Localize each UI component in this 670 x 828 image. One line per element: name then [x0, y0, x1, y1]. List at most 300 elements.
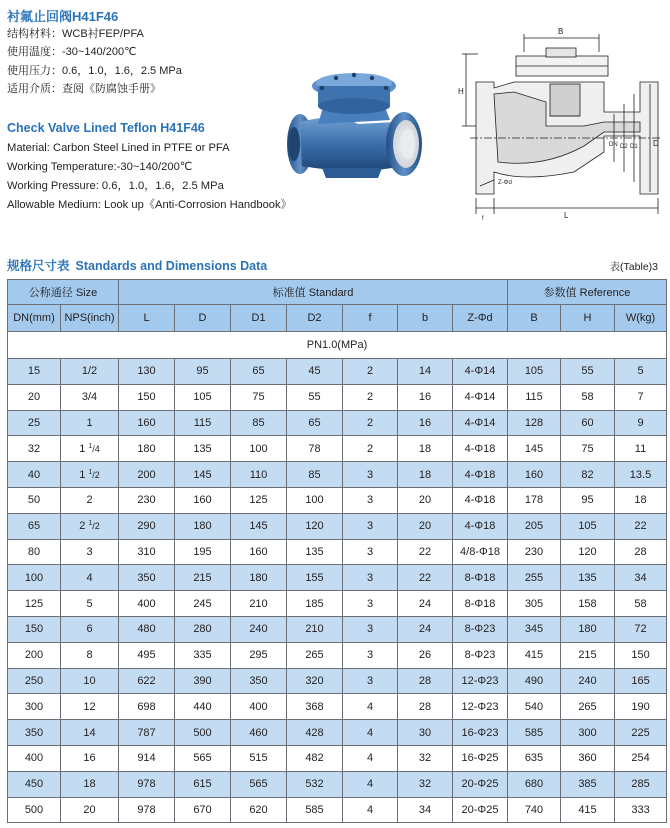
cell-nps	[61, 487, 119, 513]
cell-d2: 78	[287, 436, 343, 462]
cell-weight: 254	[615, 745, 667, 771]
cell-b-width: 105	[508, 359, 561, 385]
cell-dn: 200	[8, 642, 61, 668]
cell-nps	[61, 410, 119, 436]
table-row	[8, 359, 667, 385]
cell-l: 622	[119, 668, 175, 694]
cell-bolt-holes: 4-Φ14	[453, 410, 508, 436]
cell-d2: 482	[287, 745, 343, 771]
cell-f: 2	[343, 384, 398, 410]
cell-l: 914	[119, 745, 175, 771]
column-header-l: L	[119, 305, 175, 332]
column-header-bolt-holes: Z-Φd	[453, 305, 508, 332]
cell-l: 978	[119, 771, 175, 797]
cell-h: 385	[561, 771, 615, 797]
cell-nps-whole: 18	[83, 778, 96, 791]
cell-dn: 25	[8, 410, 61, 436]
cell-f: 4	[343, 694, 398, 720]
cell-d2: 532	[287, 771, 343, 797]
cell-h: 180	[561, 616, 615, 642]
cell-d1: 400	[231, 694, 287, 720]
cell-d2: 135	[287, 539, 343, 565]
cell-d2: 85	[287, 462, 343, 488]
column-header-dn: DN(mm)	[8, 305, 61, 332]
cell-d: 500	[175, 720, 231, 746]
cell-nps	[61, 462, 119, 488]
cell-d: 145	[175, 462, 231, 488]
cell-f: 4	[343, 771, 398, 797]
cell-d: 135	[175, 436, 231, 462]
cell-dn: 300	[8, 694, 61, 720]
cell-nps	[61, 591, 119, 617]
cell-l: 310	[119, 539, 175, 565]
cell-d: 280	[175, 616, 231, 642]
table-row	[8, 694, 667, 720]
spec-en-pressure: Working Pressure: 0.6，1.0，1.6，2.5 MPa	[7, 180, 224, 192]
cell-nps	[61, 642, 119, 668]
dim-label-d: D	[653, 139, 659, 148]
group-header-standard: 标准值 Standard	[119, 280, 508, 305]
cell-d1: 620	[231, 797, 287, 823]
cell-d: 215	[175, 565, 231, 591]
cell-l: 230	[119, 487, 175, 513]
cell-bolt-holes: 8-Φ18	[453, 591, 508, 617]
cell-weight: 72	[615, 616, 667, 642]
cell-weight: 22	[615, 513, 667, 539]
cell-f: 3	[343, 616, 398, 642]
table-row	[8, 668, 667, 694]
cell-b-width: 205	[508, 513, 561, 539]
table-number: 表(Table)3	[609, 261, 658, 273]
cell-f: 3	[343, 591, 398, 617]
table-row	[8, 410, 667, 436]
cell-dn: 80	[8, 539, 61, 565]
cell-f: 3	[343, 668, 398, 694]
cell-b-width: 740	[508, 797, 561, 823]
cell-nps	[61, 565, 119, 591]
cell-nps	[61, 384, 119, 410]
cell-b-thickness: 26	[398, 642, 453, 668]
table-row	[8, 720, 667, 746]
dim-label-d1: D1	[630, 144, 638, 150]
cell-bolt-holes: 12-Φ23	[453, 694, 508, 720]
table-row	[8, 462, 667, 488]
cell-nps	[61, 771, 119, 797]
cell-nps-whole: 2	[86, 494, 93, 507]
cell-h: 82	[561, 462, 615, 488]
cell-h: 95	[561, 487, 615, 513]
cell-h: 300	[561, 720, 615, 746]
table-row	[8, 513, 667, 539]
cell-dn: 400	[8, 745, 61, 771]
cell-bolt-holes: 4-Φ14	[453, 359, 508, 385]
cell-l: 480	[119, 616, 175, 642]
cell-l: 698	[119, 694, 175, 720]
cell-nps-whole: 8	[86, 649, 93, 662]
cell-dn: 350	[8, 720, 61, 746]
cell-nps-fraction-numerator: 1	[88, 520, 93, 528]
dim-label-f: f	[482, 216, 484, 222]
group-header-reference: 参数值 Reference	[508, 280, 667, 305]
cell-b-thickness: 28	[398, 694, 453, 720]
cell-bolt-holes: 12-Φ23	[453, 668, 508, 694]
cell-weight: 333	[615, 797, 667, 823]
dim-label-d2: D2	[620, 144, 628, 150]
cell-bolt-holes: 8-Φ23	[453, 616, 508, 642]
column-header-d2: D2	[287, 305, 343, 332]
cell-b-thickness: 20	[398, 513, 453, 539]
cell-nps-whole: 3	[86, 545, 93, 558]
cell-f: 3	[343, 565, 398, 591]
cell-d: 670	[175, 797, 231, 823]
cell-d: 160	[175, 487, 231, 513]
cell-b-width: 635	[508, 745, 561, 771]
cell-h: 60	[561, 410, 615, 436]
group-header-size: 公称通径 Size	[8, 280, 119, 305]
cell-h: 120	[561, 539, 615, 565]
cell-dn: 450	[8, 771, 61, 797]
cell-d1: 460	[231, 720, 287, 746]
cell-d2: 45	[287, 359, 343, 385]
cell-f: 4	[343, 797, 398, 823]
cell-weight: 285	[615, 771, 667, 797]
cell-b-width: 128	[508, 410, 561, 436]
cell-d1: 125	[231, 487, 287, 513]
cell-bolt-holes: 4-Φ14	[453, 384, 508, 410]
cell-d2: 65	[287, 410, 343, 436]
cell-weight: 5	[615, 359, 667, 385]
column-header-f: f	[343, 305, 398, 332]
cell-h: 158	[561, 591, 615, 617]
cell-weight: 7	[615, 384, 667, 410]
cell-dn: 50	[8, 487, 61, 513]
cell-h: 135	[561, 565, 615, 591]
title-en: Check Valve Lined Teflon H41F46	[7, 121, 205, 135]
table-row	[8, 487, 667, 513]
cell-f: 3	[343, 513, 398, 539]
spec-cn-pressure: 使用压力：0.6，1.0，1.6，2.5 MPa	[7, 65, 182, 77]
cell-nps-whole: 1/2	[81, 365, 98, 378]
cell-nps-whole: 1	[86, 416, 93, 429]
cell-l: 130	[119, 359, 175, 385]
cell-nps-whole: 4	[86, 571, 93, 584]
dim-label-zd: Z-Φd	[498, 180, 512, 186]
cell-nps	[61, 359, 119, 385]
cell-h: 415	[561, 797, 615, 823]
cell-l: 400	[119, 591, 175, 617]
cell-weight: 13.5	[615, 462, 667, 488]
table-row	[8, 616, 667, 642]
cell-nps-fraction-numerator: 1	[88, 468, 93, 476]
cell-h: 360	[561, 745, 615, 771]
cell-f: 3	[343, 462, 398, 488]
cell-weight: 150	[615, 642, 667, 668]
cell-d2: 585	[287, 797, 343, 823]
cell-bolt-holes: 16-Φ25	[453, 745, 508, 771]
cell-d: 180	[175, 513, 231, 539]
cell-l: 290	[119, 513, 175, 539]
cell-b-thickness: 18	[398, 462, 453, 488]
cell-b-width: 305	[508, 591, 561, 617]
cell-nps-whole: 3/4	[81, 391, 98, 404]
cell-f: 2	[343, 359, 398, 385]
cell-nps-whole: 2	[79, 520, 86, 533]
cell-b-thickness: 24	[398, 616, 453, 642]
table-row	[8, 565, 667, 591]
spec-cn-material: 结构材料：WCB衬FEP/PFA	[7, 28, 144, 40]
cell-l: 200	[119, 462, 175, 488]
cell-l: 350	[119, 565, 175, 591]
table-row	[8, 642, 667, 668]
cell-l: 180	[119, 436, 175, 462]
cell-dn: 20	[8, 384, 61, 410]
cell-nps-whole: 1	[79, 442, 86, 455]
cell-h: 265	[561, 694, 615, 720]
cell-l: 787	[119, 720, 175, 746]
cell-b-thickness: 32	[398, 745, 453, 771]
valve-cross-section-drawing	[454, 22, 664, 222]
cell-b-width: 680	[508, 771, 561, 797]
cell-f: 2	[343, 410, 398, 436]
cell-weight: 58	[615, 591, 667, 617]
cell-b-thickness: 14	[398, 359, 453, 385]
cell-h: 215	[561, 642, 615, 668]
cell-nps	[61, 797, 119, 823]
title-cn: 衬氟止回阀H41F46	[7, 9, 119, 24]
table-row	[8, 771, 667, 797]
cell-d2: 320	[287, 668, 343, 694]
cell-d1: 100	[231, 436, 287, 462]
section-title-en: Standards and Dimensions Data	[75, 259, 268, 273]
cell-dn: 125	[8, 591, 61, 617]
cell-nps-fraction-numerator: 1	[88, 442, 93, 450]
cell-b-width: 345	[508, 616, 561, 642]
cell-b-width: 540	[508, 694, 561, 720]
cell-bolt-holes: 20-Φ25	[453, 771, 508, 797]
cell-nps-fraction-denominator: /2	[92, 521, 100, 532]
cell-nps-fraction-denominator: /2	[92, 469, 100, 480]
cell-f: 2	[343, 436, 398, 462]
column-header-nps: NPS(inch)	[61, 305, 119, 332]
cell-f: 3	[343, 539, 398, 565]
column-header-weight: W(kg)	[615, 305, 667, 332]
cell-weight: 28	[615, 539, 667, 565]
cell-f: 3	[343, 642, 398, 668]
spec-cn-temperature: 使用温度：-30~140/200℃	[7, 46, 137, 58]
column-header-h: H	[561, 305, 615, 332]
cell-bolt-holes: 8-Φ23	[453, 642, 508, 668]
cell-dn: 65	[8, 513, 61, 539]
cell-b-thickness: 24	[398, 591, 453, 617]
cell-dn: 100	[8, 565, 61, 591]
cell-h: 240	[561, 668, 615, 694]
spec-en-medium: Allowable Medium: Look up《Anti-Corrosion Handbook》	[7, 199, 292, 211]
cell-d2: 120	[287, 513, 343, 539]
cell-bolt-holes: 4-Φ18	[453, 462, 508, 488]
cell-d: 565	[175, 745, 231, 771]
cell-b-thickness: 22	[398, 565, 453, 591]
cell-nps	[61, 513, 119, 539]
cell-dn: 40	[8, 462, 61, 488]
cell-bolt-holes: 16-Φ23	[453, 720, 508, 746]
cell-b-width: 415	[508, 642, 561, 668]
cell-b-thickness: 28	[398, 668, 453, 694]
cell-weight: 11	[615, 436, 667, 462]
cell-nps	[61, 745, 119, 771]
cell-b-width: 490	[508, 668, 561, 694]
cell-bolt-holes: 4-Φ18	[453, 513, 508, 539]
cell-b-thickness: 34	[398, 797, 453, 823]
cell-h: 58	[561, 384, 615, 410]
cell-d2: 100	[287, 487, 343, 513]
cell-d: 390	[175, 668, 231, 694]
dim-label-l: L	[564, 211, 569, 220]
spec-cn-medium: 适用介质：查阅《防腐蚀手册》	[7, 83, 161, 95]
cell-nps	[61, 668, 119, 694]
cell-d2: 155	[287, 565, 343, 591]
cell-d: 335	[175, 642, 231, 668]
table-row	[8, 591, 667, 617]
cell-d1: 295	[231, 642, 287, 668]
cell-bolt-holes: 4/8-Φ18	[453, 539, 508, 565]
column-header-d1: D1	[231, 305, 287, 332]
cell-weight: 18	[615, 487, 667, 513]
cell-b-thickness: 20	[398, 487, 453, 513]
cell-nps-fraction-denominator: /4	[92, 443, 100, 454]
cell-d2: 428	[287, 720, 343, 746]
cell-weight: 165	[615, 668, 667, 694]
cell-dn: 150	[8, 616, 61, 642]
cell-l: 495	[119, 642, 175, 668]
cell-d: 440	[175, 694, 231, 720]
cell-nps-whole: 20	[83, 803, 96, 816]
cell-d1: 210	[231, 591, 287, 617]
cell-d: 615	[175, 771, 231, 797]
cell-nps	[61, 436, 119, 462]
cell-d1: 515	[231, 745, 287, 771]
column-header-b-thickness: b	[398, 305, 453, 332]
cell-nps-whole: 10	[83, 674, 96, 687]
cell-f: 4	[343, 745, 398, 771]
cell-bolt-holes: 4-Φ18	[453, 436, 508, 462]
cell-weight: 9	[615, 410, 667, 436]
cell-b-thickness: 22	[398, 539, 453, 565]
cell-b-width: 145	[508, 436, 561, 462]
cell-d2: 265	[287, 642, 343, 668]
cell-nps-whole: 16	[83, 752, 96, 765]
cell-d1: 565	[231, 771, 287, 797]
cell-nps	[61, 694, 119, 720]
cell-b-width: 585	[508, 720, 561, 746]
cell-d1: 350	[231, 668, 287, 694]
cell-d: 115	[175, 410, 231, 436]
cell-d2: 55	[287, 384, 343, 410]
cell-weight: 34	[615, 565, 667, 591]
cell-b-thickness: 18	[398, 436, 453, 462]
column-header-d: D	[175, 305, 231, 332]
cell-b-thickness: 16	[398, 410, 453, 436]
cell-d1: 85	[231, 410, 287, 436]
cell-bolt-holes: 8-Φ18	[453, 565, 508, 591]
table-row	[8, 384, 667, 410]
spec-en-temperature: Working Temperature:-30~140/200℃	[7, 161, 193, 173]
cell-b-thickness: 30	[398, 720, 453, 746]
column-header-b-width: B	[508, 305, 561, 332]
cell-d1: 65	[231, 359, 287, 385]
cell-dn: 250	[8, 668, 61, 694]
cell-nps-whole: 6	[86, 623, 93, 636]
cell-d: 195	[175, 539, 231, 565]
cell-dn: 32	[8, 436, 61, 462]
cell-l: 160	[119, 410, 175, 436]
cell-d1: 180	[231, 565, 287, 591]
dim-label-dn: DN	[609, 142, 618, 148]
valve-photo	[278, 62, 428, 190]
cell-nps	[61, 616, 119, 642]
dim-label-h: H	[458, 87, 464, 96]
cell-weight: 225	[615, 720, 667, 746]
dim-label-b: B	[558, 27, 564, 36]
section-title	[7, 256, 273, 274]
cell-b-width: 160	[508, 462, 561, 488]
cell-d1: 240	[231, 616, 287, 642]
cell-b-thickness: 16	[398, 384, 453, 410]
cell-d: 105	[175, 384, 231, 410]
cell-d: 95	[175, 359, 231, 385]
cell-d2: 210	[287, 616, 343, 642]
table-row	[8, 539, 667, 565]
cell-l: 978	[119, 797, 175, 823]
cell-bolt-holes: 20-Φ25	[453, 797, 508, 823]
cell-b-thickness: 32	[398, 771, 453, 797]
cell-h: 75	[561, 436, 615, 462]
table-row	[8, 436, 667, 462]
pressure-row: PN1.0(MPa)	[8, 332, 667, 359]
cell-d2: 185	[287, 591, 343, 617]
cell-d1: 75	[231, 384, 287, 410]
cell-nps	[61, 539, 119, 565]
cell-l: 150	[119, 384, 175, 410]
cell-nps-whole: 5	[86, 597, 93, 610]
cell-bolt-holes: 4-Φ18	[453, 487, 508, 513]
cell-b-width: 230	[508, 539, 561, 565]
cell-d1: 110	[231, 462, 287, 488]
cell-dn: 500	[8, 797, 61, 823]
cell-nps-whole: 12	[83, 700, 96, 713]
cell-h: 105	[561, 513, 615, 539]
dimensions-table	[7, 279, 667, 823]
cell-d1: 145	[231, 513, 287, 539]
cell-nps	[61, 720, 119, 746]
section-title-cn: 规格尺寸表	[7, 259, 70, 273]
cell-f: 3	[343, 487, 398, 513]
cell-d2: 368	[287, 694, 343, 720]
cell-nps-whole: 14	[83, 726, 96, 739]
cell-dn: 15	[8, 359, 61, 385]
cell-b-width: 255	[508, 565, 561, 591]
cell-f: 4	[343, 720, 398, 746]
spec-en-material: Material: Carbon Steel Lined in PTFE or PFA	[7, 142, 230, 154]
cell-h: 55	[561, 359, 615, 385]
cell-weight: 190	[615, 694, 667, 720]
table-row	[8, 745, 667, 771]
cell-nps-whole: 1	[79, 468, 86, 481]
cell-b-width: 115	[508, 384, 561, 410]
cell-b-width: 178	[508, 487, 561, 513]
cell-d1: 160	[231, 539, 287, 565]
cell-d: 245	[175, 591, 231, 617]
table-row	[8, 797, 667, 823]
